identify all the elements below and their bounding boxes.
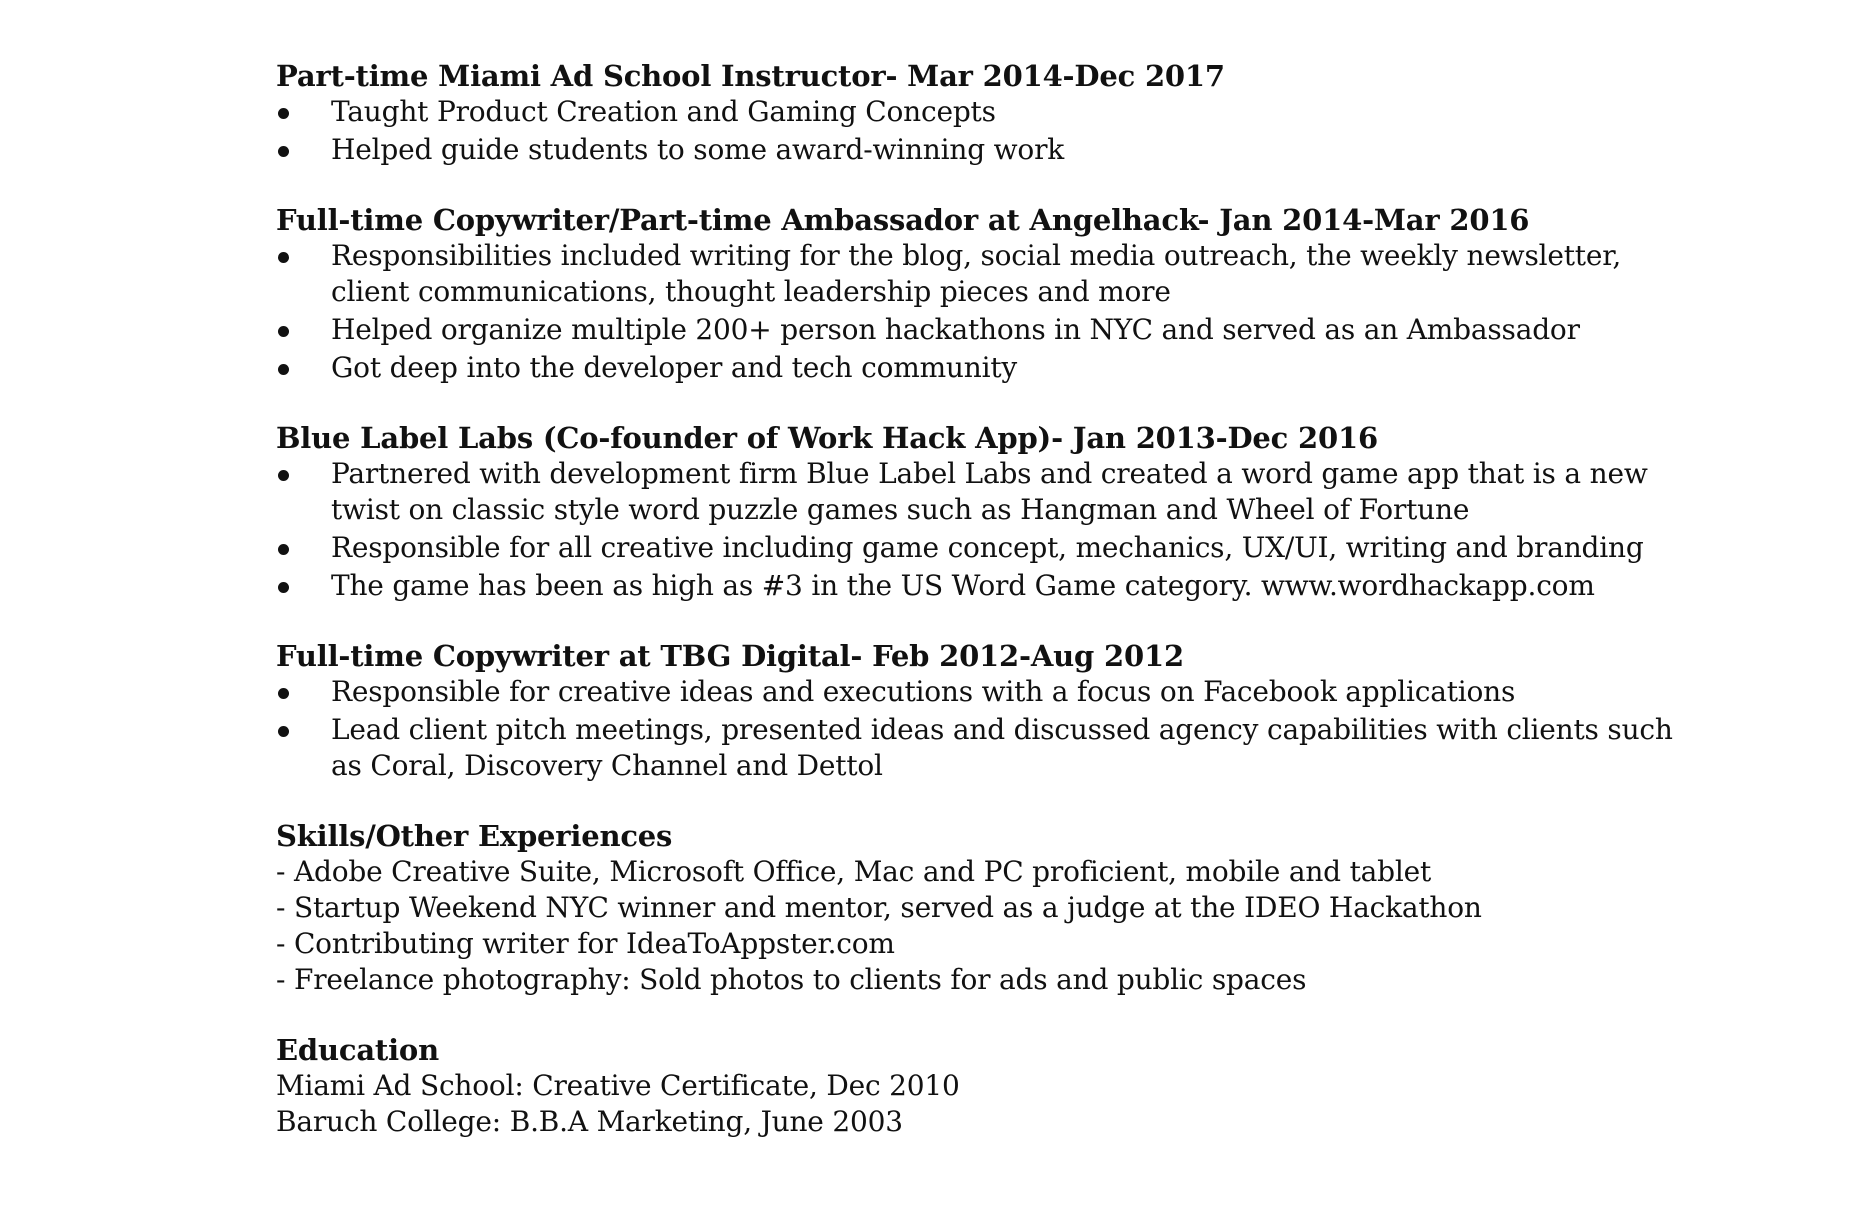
- bullet-text: Partnered with development firm Blue Label Labs and created a word game app that is a new twist on classic style word puzzle games such as Hangman and Wheel of Fortune: [331, 457, 1648, 526]
- bullet-item: [276, 568, 1676, 604]
- experience-section-tbg-digital: [276, 638, 1676, 784]
- bullet-list: [276, 674, 1676, 784]
- bullet-item: [276, 674, 1676, 710]
- resume-document: [276, 58, 1676, 1174]
- education-line: Miami Ad School: Creative Certificate, Dec 2010: [276, 1069, 960, 1102]
- education-line: Baruch College: B.B.A Marketing, June 2003: [276, 1105, 903, 1138]
- bullet-item: [276, 456, 1676, 528]
- bullet-text: Lead client pitch meetings, presented ideas and discussed agency capabilities with clients such as Coral, Discovery Channel and Dettol: [331, 713, 1673, 782]
- section-heading: Skills/Other Experiences: [276, 819, 673, 853]
- bullet-text: Responsibilities included writing for the blog, social media outreach, the weekly newsletter, client communications, thought leadership pieces and more: [331, 239, 1622, 308]
- bullet-item: [276, 238, 1676, 310]
- section-heading: Education: [276, 1033, 439, 1067]
- education-section: [276, 1032, 1676, 1140]
- bullet-icon: [278, 364, 289, 375]
- skills-line: - Freelance photography: Sold photos to clients for ads and public spaces: [276, 963, 1307, 996]
- bullet-icon: [278, 470, 289, 481]
- bullet-item: [276, 350, 1676, 386]
- bullet-icon: [278, 582, 289, 593]
- section-heading: Full-time Copywriter/Part-time Ambassador at Angelhack- Jan 2014-Mar 2016: [276, 203, 1530, 237]
- bullet-icon: [278, 544, 289, 555]
- bullet-item: [276, 312, 1676, 348]
- experience-section-angelhack: [276, 202, 1676, 386]
- bullet-icon: [278, 108, 289, 119]
- bullet-text: Got deep into the developer and tech community: [331, 351, 1018, 384]
- bullet-item: [276, 94, 1676, 130]
- skills-line: - Adobe Creative Suite, Microsoft Office, Mac and PC proficient, mobile and tablet: [276, 855, 1432, 888]
- experience-section-miami-ad-school: [276, 58, 1676, 168]
- bullet-text: The game has been as high as #3 in the US Word Game category. www.wordhackapp.com: [331, 569, 1595, 602]
- experience-section-blue-label-labs: [276, 420, 1676, 604]
- bullet-text: Responsible for creative ideas and executions with a focus on Facebook applications: [331, 675, 1516, 708]
- section-heading: Part-time Miami Ad School Instructor- Mar 2014-Dec 2017: [276, 59, 1225, 93]
- skills-line: - Contributing writer for IdeaToAppster.com: [276, 927, 895, 960]
- bullet-list: [276, 456, 1676, 604]
- bullet-text: Helped organize multiple 200+ person hackathons in NYC and served as an Ambassador: [331, 313, 1580, 346]
- bullet-item: [276, 132, 1676, 168]
- section-heading: Blue Label Labs (Co-founder of Work Hack App)- Jan 2013-Dec 2016: [276, 421, 1378, 455]
- bullet-item: [276, 530, 1676, 566]
- bullet-text: Responsible for all creative including game concept, mechanics, UX/UI, writing and branding: [331, 531, 1644, 564]
- bullet-icon: [278, 326, 289, 337]
- bullet-list: [276, 238, 1676, 386]
- skills-section: [276, 818, 1676, 998]
- bullet-icon: [278, 146, 289, 157]
- bullet-icon: [278, 726, 289, 737]
- bullet-list: [276, 94, 1676, 168]
- section-heading: Full-time Copywriter at TBG Digital- Feb 2012-Aug 2012: [276, 639, 1184, 673]
- bullet-item: [276, 712, 1676, 784]
- bullet-text: Taught Product Creation and Gaming Concepts: [331, 95, 996, 128]
- bullet-icon: [278, 688, 289, 699]
- bullet-text: Helped guide students to some award-winning work: [331, 133, 1065, 166]
- bullet-icon: [278, 252, 289, 263]
- skills-line: - Startup Weekend NYC winner and mentor, served as a judge at the IDEO Hackathon: [276, 891, 1482, 924]
